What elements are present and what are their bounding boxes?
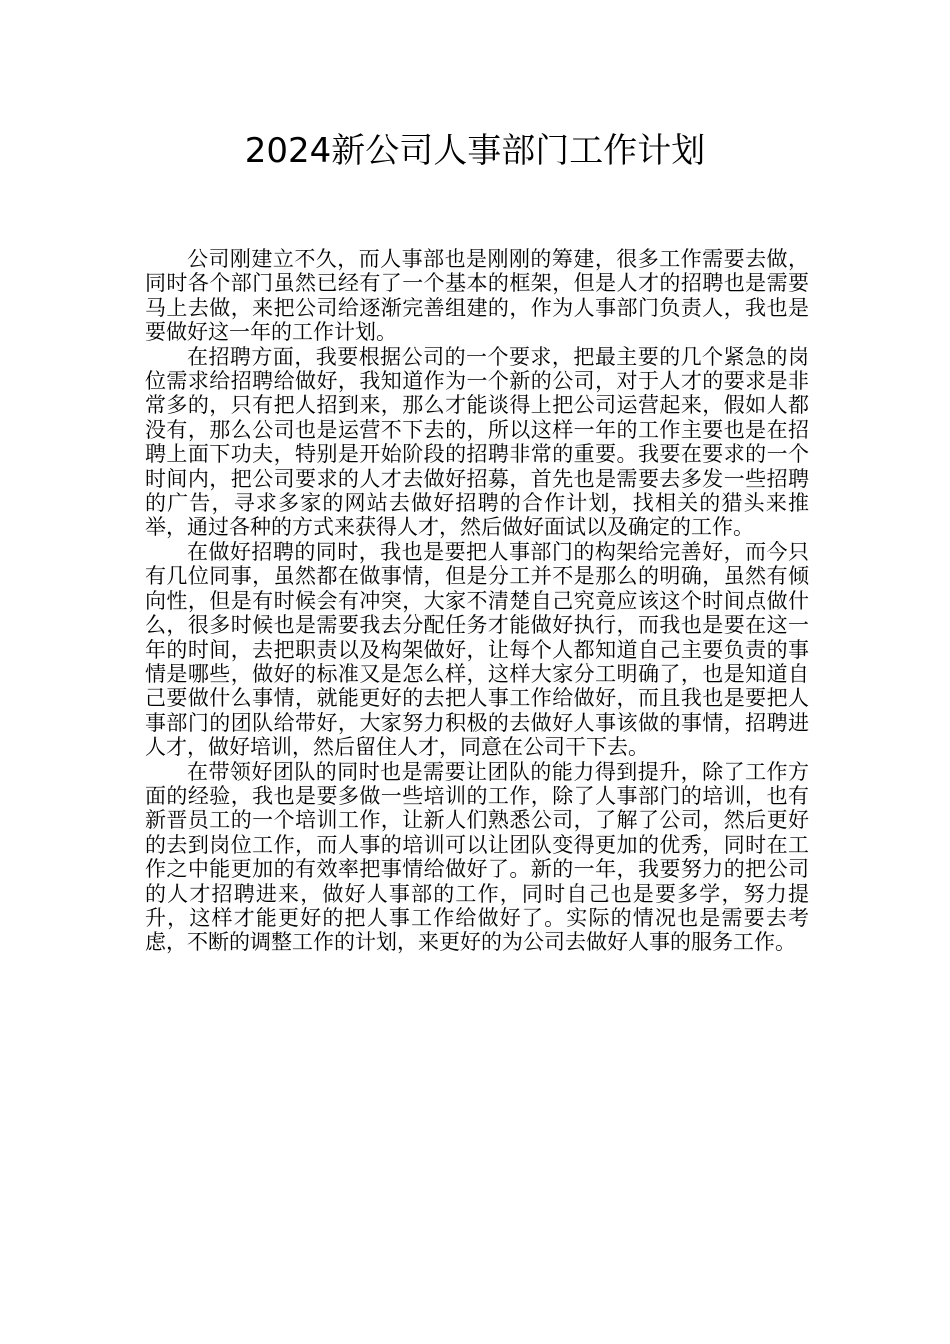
paragraph-4: 在带领好团队的同时也是需要让团队的能力得到提升，除了工作方面的经验，我也是要多做一些培训的工作，除了人事部门的培训，也有新晋员工的一个培训工作，让新人们熟悉公司，了解了公司，然后更好的去到岗位工作，而人事的培训可以让团队变得更加的优秀，同时在工作之中能更加的有效率把事情给做好了。新的一年，我要努力的把公司的人才招聘进来，做好人事部的工作，同时自己也是要多学，努力提升，这样才能更好的把人事工作给做好了。实际的情况也是需要去考虑，不断的调整工作的计划，来更好的为公司去做好人事的服务工作。 <box>145 759 809 955</box>
paragraph-1: 公司刚建立不久，而人事部也是刚刚的筹建，很多工作需要去做，同时各个部门虽然已经有了一个基本的框架，但是人才的招聘也是需要马上去做，来把公司给逐渐完善组建的，作为人事部门负责人，我也是要做好这一年的工作计划。 <box>145 247 809 345</box>
paragraph-3: 在做好招聘的同时，我也是要把人事部门的构架给完善好，而今只有几位同事，虽然都在做事情，但是分工并不是那么的明确，虽然有倾向性，但是有时候会有冲突，大家不清楚自己究竟应该这个时间点做什么，很多时候也是需要我去分配任务才能做好执行，而我也是要在这一年的时间，去把职责以及构架做好，让每个人都知道自己主要负责的事情是哪些，做好的标准又是怎么样，这样大家分工明确了，也是知道自己要做什么事情，就能更好的去把人事工作给做好，而且我也是要把人事部门的团队给带好，大家努力积极的去做好人事该做的事情，招聘进人才，做好培训，然后留住人才，同意在公司干下去。 <box>145 539 809 760</box>
page-title: 2024新公司人事部门工作计划 <box>244 131 706 171</box>
paragraph-2: 在招聘方面，我要根据公司的一个要求，把最主要的几个紧急的岗位需求给招聘给做好，我知道作为一个新的公司，对于人才的要求是非常多的，只有把人招到来，那么才能谈得上把公司运营起来，假如人都没有，那么公司也是运营不下去的，所以这样一年的工作主要也是在招聘上面下功夫，特别是开始阶段的招聘非常的重要。我要在要求的一个时间内，把公司要求的人才去做好招募，首先也是需要去多发一些招聘的广告，寻求多家的网站去做好招聘的合作计划，找相关的猎头来推举，通过各种的方式来获得人才，然后做好面试以及确定的工作。 <box>145 344 809 540</box>
document-body <box>145 247 809 955</box>
